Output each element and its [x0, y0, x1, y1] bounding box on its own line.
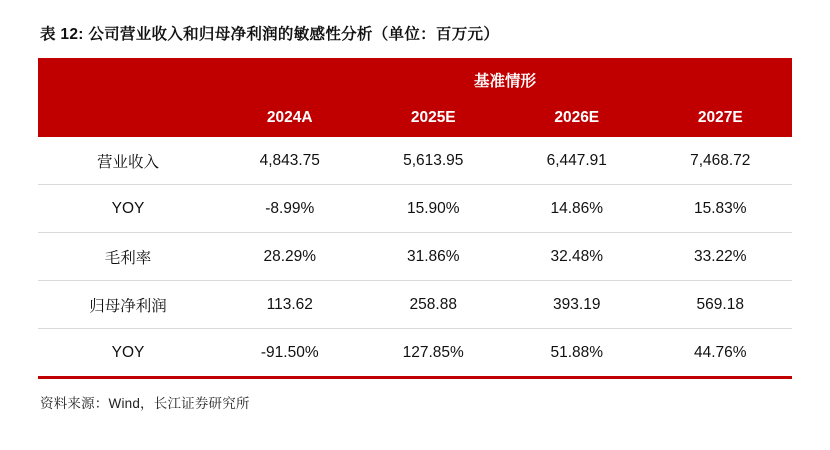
column-header-2024a: 2024A [218, 99, 362, 137]
table-row [38, 281, 792, 329]
table-head [38, 61, 792, 137]
row-label-net-profit-yoy: YOY [111, 343, 145, 361]
cell-revenue-2024a: 4,843.75 [218, 137, 362, 185]
cell-net-profit-2024a: 113.62 [218, 281, 362, 329]
cell-net-profit-yoy-2025e: 127.85% [402, 343, 464, 361]
cell-net-profit-yoy-2024a: -91.50% [260, 343, 319, 361]
column-header-2026e: 2026E [505, 99, 649, 137]
cell-net-profit-yoy-2027e: 44.76% [693, 343, 747, 361]
row-label-revenue-yoy: YOY [38, 185, 218, 233]
cell-revenue-yoy-2025e: 15.90% [362, 185, 506, 233]
sensitivity-table-container [38, 58, 792, 379]
table-group-header-row [38, 61, 792, 99]
table-row [38, 137, 792, 185]
cell-net-profit-yoy-2026e: 51.88% [550, 343, 604, 361]
cell-revenue-yoy-2024a: -8.99% [218, 185, 362, 233]
column-header-2027e: 2027E [649, 99, 793, 137]
cell-revenue-2025e: 5,613.95 [362, 137, 506, 185]
table-corner-blank [38, 61, 218, 99]
row-label-net-profit: 归母净利润 [38, 281, 218, 329]
cell-gross-margin-2026e: 32.48% [505, 233, 649, 281]
cell-net-profit-2025e: 258.88 [362, 281, 506, 329]
table-row [38, 185, 792, 233]
source-note: 资料来源：Wind，长江证券研究所 [40, 396, 250, 411]
cell-net-profit-2027e: 569.18 [649, 281, 793, 329]
row-label-gross-margin: 毛利率 [38, 233, 218, 281]
cell-revenue-2026e: 6,447.91 [505, 137, 649, 185]
table-row [38, 329, 792, 377]
cell-revenue-yoy-2026e: 14.86% [505, 185, 649, 233]
cell-net-profit-2026e: 393.19 [505, 281, 649, 329]
table-row [38, 233, 792, 281]
table-body [38, 137, 792, 376]
cell-gross-margin-2027e: 33.22% [649, 233, 793, 281]
cell-revenue-2027e: 7,468.72 [649, 137, 793, 185]
table-column-header-row [38, 99, 792, 137]
sensitivity-table [38, 61, 792, 376]
cell-gross-margin-2024a: 28.29% [218, 233, 362, 281]
table-corner-blank-2 [38, 99, 218, 137]
cell-revenue-yoy-2027e: 15.83% [649, 185, 793, 233]
column-header-2025e: 2025E [362, 99, 506, 137]
table-caption: 表 12: 公司营业收入和归母净利润的敏感性分析（单位：百万元） [40, 26, 500, 43]
cell-gross-margin-2025e: 31.86% [362, 233, 506, 281]
row-label-revenue: 营业收入 [38, 137, 218, 185]
table-group-header-base-case: 基准情形 [474, 73, 537, 90]
